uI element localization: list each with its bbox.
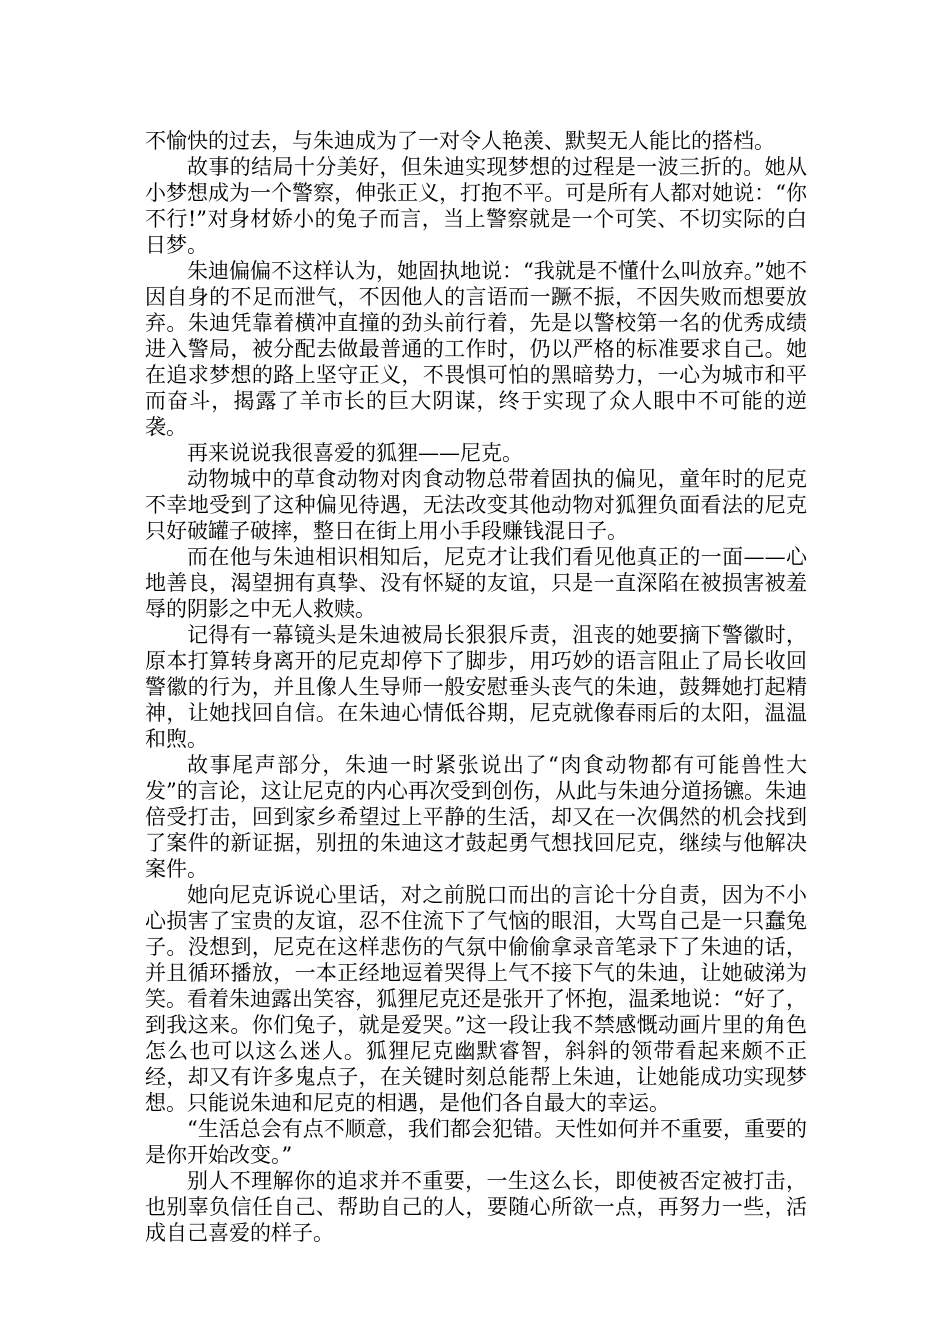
document-body xyxy=(145,128,807,1246)
paragraph-3: 朱迪偏偏不这样认为，她固执地说：“我就是不懂什么叫放弃。”她不因自身的不足而泄气，不因他人的言语而一蹶不振，不因失败而想要放弃。朱迪凭靠着横冲直撞的劲头前行着，先是以警校第一名的优秀成绩进入警局，被分配去做最普通的工作时，仍以严格的标准要求自己。她在追求梦想的路上坚守正义，不畏惧可怕的黑暗势力，一心为城市和平而奋斗，揭露了羊市长的巨大阴谋，终于实现了众人眼中不可能的逆袭。 xyxy=(145,259,807,439)
paragraph-9: 她向尼克诉说心里话，对之前脱口而出的言论十分自责，因为不小心损害了宝贵的友谊，忍不住流下了气恼的眼泪，大骂自己是一只蠢兔子。没想到，尼克在这样悲伤的气氛中偷偷拿录音笔录下了朱迪的话，并且循环播放，一本正经地逗着哭得上气不接下气的朱迪，让她破涕为笑。看着朱迪露出笑容，狐狸尼克还是张开了怀抱，温柔地说：“好了，到我这来。你们兔子，就是爱哭。”这一段让我不禁感慨动画片里的角色怎么也可以这么迷人。狐狸尼克幽默睿智，斜斜的领带看起来颇不正经，却又有许多鬼点子，在关键时刻总能帮上朱迪，让她能成功实现梦想。只能说朱迪和尼克的相遇，是他们各自最大的幸运。 xyxy=(145,883,807,1115)
paragraph-2: 故事的结局十分美好，但朱迪实现梦想的过程是一波三折的。她从小梦想成为一个警察，伸张正义，打抱不平。可是所有人都对她说：“你不行!”对身材娇小的兔子而言，当上警察就是一个可笑、不切实际的白日梦。 xyxy=(145,155,807,257)
paragraph-10: “生活总会有点不顺意，我们都会犯错。天性如何并不重要，重要的是你开始改变。” xyxy=(145,1117,807,1167)
paragraph-8: 故事尾声部分，朱迪一时紧张说出了“肉食动物都有可能兽性大发”的言论，这让尼克的内心再次受到创伤，从此与朱迪分道扬镳。朱迪倍受打击，回到家乡希望过上平静的生活，却又在一次偶然的机会找到了案件的新证据，别扭的朱迪这才鼓起勇气想找回尼克，继续与他解决案件。 xyxy=(145,753,807,881)
paragraph-4: 再来说说我很喜爱的狐狸——尼克。 xyxy=(187,441,523,465)
paragraph-11: 别人不理解你的追求并不重要，一生这么长，即使被否定被打击，也别辜负信任自己、帮助自己的人，要随心所欲一点，再努力一些，活成自己喜爱的样子。 xyxy=(145,1169,807,1245)
paragraph-1: 不愉快的过去，与朱迪成为了一对令人艳羡、默契无人能比的搭档。 xyxy=(145,129,775,153)
paragraph-6: 而在他与朱迪相识相知后，尼克才让我们看见他真正的一面——心地善良，渴望拥有真挚、没有怀疑的友谊，只是一直深陷在被损害被羞辱的阴影之中无人救赎。 xyxy=(145,545,807,621)
paragraph-5: 动物城中的草食动物对肉食动物总带着固执的偏见，童年时的尼克不幸地受到了这种偏见待遇，无法改变其他动物对狐狸负面看法的尼克只好破罐子破摔，整日在街上用小手段赚钱混日子。 xyxy=(145,467,807,543)
paragraph-7: 记得有一幕镜头是朱迪被局长狠狠斥责，沮丧的她要摘下警徽时，原本打算转身离开的尼克却停下了脚步，用巧妙的语言阻止了局长收回警徽的行为，并且像人生导师一般安慰垂头丧气的朱迪，鼓舞她打起精神，让她找回自信。在朱迪心情低谷期，尼克就像春雨后的太阳，温温和煦。 xyxy=(145,623,807,751)
